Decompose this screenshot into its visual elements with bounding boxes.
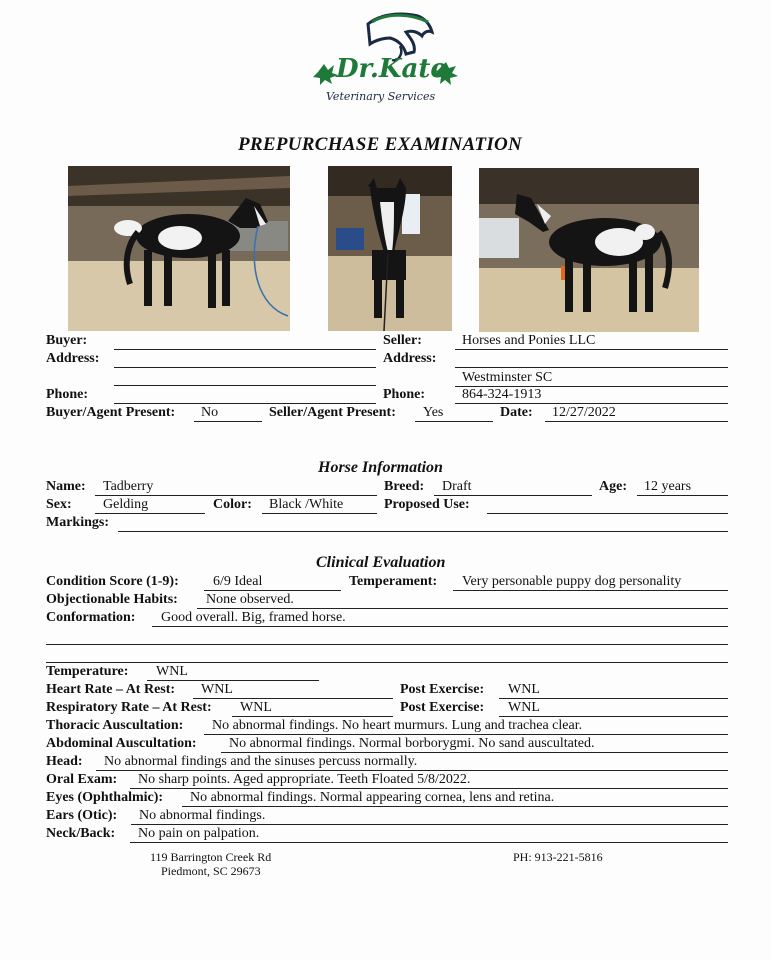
heart-rate-post-value: WNL (508, 682, 540, 697)
footer-address-line-2: Piedmont, SC 29673 (161, 864, 261, 878)
page-title: PREPURCHASE EXAMINATION (238, 134, 523, 155)
horse-side-right-photo (479, 168, 699, 332)
seller-agent-label: Seller/Agent Present: (269, 405, 396, 420)
temperament-label: Temperament: (349, 574, 438, 589)
temperature-value: WNL (156, 664, 188, 679)
buyer-agent-label: Buyer/Agent Present: (46, 405, 176, 420)
markings-line (118, 531, 728, 532)
resp-rate-post-label: Post Exercise: (400, 700, 485, 715)
age-line (637, 495, 728, 496)
heart-rate-line (193, 698, 393, 699)
temperament-line (453, 590, 728, 591)
conformation-extra-line-2 (46, 662, 728, 663)
buyer-label: Buyer: (46, 333, 88, 348)
seller-phone-label: Phone: (383, 387, 425, 402)
seller-address-label: Address: (383, 351, 437, 366)
buyer-agent-line (194, 421, 262, 422)
footer-phone: PH: 913-221-5816 (513, 850, 603, 864)
color-value: Black /White (269, 497, 344, 512)
seller-address-value: Westminster SC (462, 370, 553, 385)
conformation-value: Good overall. Big, framed horse. (161, 610, 346, 625)
eyes-label: Eyes (Ophthalmic): (46, 790, 164, 805)
heart-rate-value: WNL (201, 682, 233, 697)
seller-field-line (455, 349, 728, 350)
date-label: Date: (500, 405, 533, 420)
sex-value: Gelding (103, 497, 149, 512)
logo-tagline: Veterinary Services (326, 90, 436, 103)
resp-rate-post-value: WNL (508, 700, 540, 715)
buyer-phone-line (114, 403, 376, 404)
temperature-line (147, 680, 319, 681)
buyer-address-label: Address: (46, 351, 100, 366)
horse-info-heading: Horse Information (318, 459, 443, 476)
ears-value: No abnormal findings. (139, 808, 266, 823)
temperature-label: Temperature: (46, 664, 129, 679)
head-label: Head: (46, 754, 83, 769)
footer-address-line-1: 119 Barrington Creek Rd (150, 850, 272, 864)
seller-address-line-1 (455, 367, 728, 368)
sex-label: Sex: (46, 497, 72, 512)
oral-exam-label: Oral Exam: (46, 772, 118, 787)
conformation-line (152, 626, 728, 627)
ears-line (131, 824, 728, 825)
clinical-eval-heading: Clinical Evaluation (316, 554, 446, 571)
breed-line (434, 495, 592, 496)
age-label: Age: (599, 479, 627, 494)
age-value: 12 years (644, 479, 692, 494)
markings-label: Markings: (46, 515, 109, 530)
habits-value: None observed. (206, 592, 294, 607)
buyer-agent-value: No (201, 405, 219, 420)
resp-rate-line (232, 716, 393, 717)
eyes-line (182, 806, 728, 807)
head-line (96, 770, 728, 771)
clinic-logo (300, 10, 470, 110)
resp-rate-label: Respiratory Rate – At Rest: (46, 700, 212, 715)
abdominal-value: No abnormal findings. Normal borborygmi. No sand auscultated. (229, 736, 595, 751)
buyer-address-line-1 (114, 367, 376, 368)
condition-score-value: 6/9 Ideal (213, 574, 263, 589)
horse-name-value: Tadberry (103, 479, 154, 494)
resp-rate-post-line (499, 716, 728, 717)
color-line (262, 513, 377, 514)
date-value: 12/27/2022 (552, 405, 616, 420)
proposed-use-line (487, 513, 728, 514)
abdominal-line (221, 752, 728, 753)
neck-back-value: No pain on palpation. (138, 826, 260, 841)
heart-rate-post-line (499, 698, 728, 699)
conformation-extra-line-1 (46, 644, 728, 645)
heart-rate-post-label: Post Exercise: (400, 682, 485, 697)
thoracic-value: No abnormal findings. No heart murmurs. Lung and trachea clear. (212, 718, 583, 733)
abdominal-label: Abdominal Auscultation: (46, 736, 197, 751)
temperament-value: Very personable puppy dog personality (462, 574, 682, 589)
seller-agent-value: Yes (423, 405, 444, 420)
heart-rate-label: Heart Rate – At Rest: (46, 682, 176, 697)
eyes-value: No abnormal findings. Normal appearing cornea, lens and retina. (190, 790, 555, 805)
date-line (545, 421, 728, 422)
oral-exam-value: No sharp points. Aged appropriate. Teeth Floated 5/8/2022. (138, 772, 471, 787)
conformation-label: Conformation: (46, 610, 136, 625)
horse-name-label: Name: (46, 479, 86, 494)
buyer-field-line (114, 349, 376, 350)
buyer-phone-label: Phone: (46, 387, 88, 402)
seller-value: Horses and Ponies LLC (462, 333, 596, 348)
breed-value: Draft (442, 479, 472, 494)
ears-label: Ears (Otic): (46, 808, 118, 823)
sex-line (95, 513, 205, 514)
horse-side-left-photo (68, 166, 290, 331)
breed-label: Breed: (384, 479, 425, 494)
horse-front-photo (328, 166, 452, 331)
seller-label: Seller: (383, 333, 422, 348)
resp-rate-value: WNL (240, 700, 272, 715)
head-value: No abnormal findings and the sinuses percuss normally. (104, 754, 418, 769)
habits-line (197, 608, 728, 609)
neck-back-label: Neck/Back: (46, 826, 116, 841)
buyer-address-line-2 (114, 385, 376, 386)
condition-score-label: Condition Score (1-9): (46, 574, 179, 589)
seller-phone-value: 864-324-1913 (462, 387, 542, 402)
thoracic-label: Thoracic Auscultation: (46, 718, 184, 733)
oral-exam-line (130, 788, 728, 789)
seller-agent-line (415, 421, 493, 422)
proposed-use-label: Proposed Use: (384, 497, 470, 512)
habits-label: Objectionable Habits: (46, 592, 178, 607)
color-label: Color: (213, 497, 252, 512)
neck-back-line (130, 842, 728, 843)
thoracic-line (204, 734, 728, 735)
logo-name: Dr.Kate (336, 54, 447, 84)
seller-phone-line (455, 403, 728, 404)
condition-score-line (204, 590, 341, 591)
horse-name-line (95, 495, 377, 496)
